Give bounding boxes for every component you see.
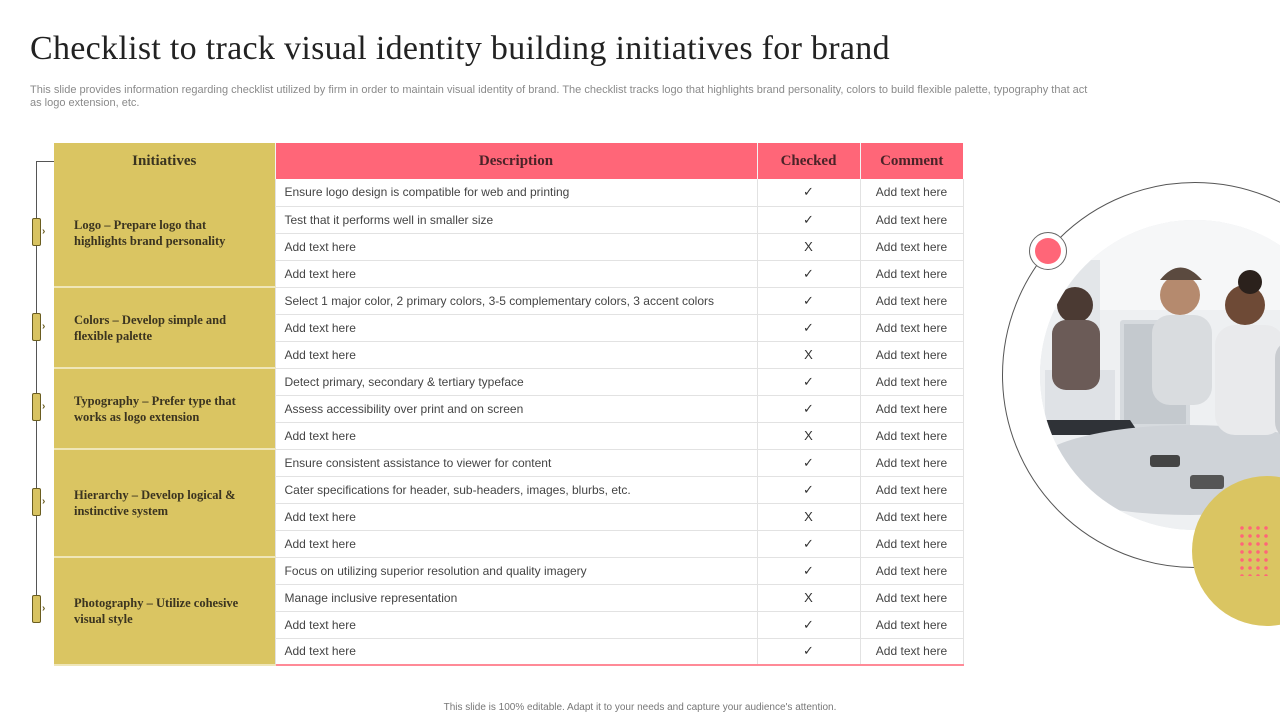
description-cell: Add text here: [275, 503, 757, 530]
checked-cell: X: [757, 341, 860, 368]
table-row: [54, 368, 963, 395]
checklist-table: [54, 143, 964, 666]
checked-cell: ✓: [757, 368, 860, 395]
comment-cell: Add text here: [860, 368, 963, 395]
comment-cell: Add text here: [860, 260, 963, 287]
timeline-marker-hierarchy: [32, 488, 41, 516]
header-comment: Comment: [860, 143, 963, 179]
initiative-cell: Photography – Utilize cohesive visual style: [54, 557, 275, 665]
comment-cell: Add text here: [860, 503, 963, 530]
header-checked: Checked: [757, 143, 860, 179]
initiative-cell: Typography – Prefer type that works as logo extension: [54, 368, 275, 449]
initiative-cell: Logo – Prepare logo that highlights brand personality: [54, 179, 275, 287]
comment-cell: Add text here: [860, 557, 963, 584]
checked-cell: ✓: [757, 476, 860, 503]
table-header-row: [54, 143, 963, 179]
description-cell: Cater specifications for header, sub-headers, images, blurbs, etc.: [275, 476, 757, 503]
description-cell: Add text here: [275, 530, 757, 557]
description-cell: Add text here: [275, 611, 757, 638]
comment-cell: Add text here: [860, 395, 963, 422]
initiative-cell: Colors – Develop simple and flexible palette: [54, 287, 275, 368]
description-cell: Detect primary, secondary & tertiary typeface: [275, 368, 757, 395]
description-cell: Test that it performs well in smaller size: [275, 206, 757, 233]
comment-cell: Add text here: [860, 206, 963, 233]
table-row: [54, 287, 963, 314]
description-cell: Ensure logo design is compatible for web and printing: [275, 179, 757, 206]
comment-cell: Add text here: [860, 341, 963, 368]
checked-cell: ✓: [757, 530, 860, 557]
chevron-right-icon: ›: [42, 401, 46, 412]
decorative-dot-grid: [1238, 524, 1272, 576]
header-initiatives: Initiatives: [54, 143, 275, 179]
decorative-dot: [1035, 238, 1061, 264]
slide-subtitle: This slide provides information regarding checklist utilized by firm in order to maintain visual identity of brand. The checklist tracks logo that highlights brand personality, colors to build flexible palette, typography that act as logo extension, etc.: [30, 84, 1088, 109]
comment-cell: Add text here: [860, 638, 963, 665]
comment-cell: Add text here: [860, 179, 963, 206]
description-cell: Add text here: [275, 233, 757, 260]
description-cell: Add text here: [275, 260, 757, 287]
checked-cell: X: [757, 233, 860, 260]
table-row: [54, 557, 963, 584]
checked-cell: X: [757, 584, 860, 611]
description-cell: Add text here: [275, 638, 757, 665]
description-cell: Add text here: [275, 422, 757, 449]
checked-cell: ✓: [757, 611, 860, 638]
timeline-marker-colors: [32, 313, 41, 341]
checked-cell: ✓: [757, 206, 860, 233]
checked-cell: X: [757, 503, 860, 530]
timeline-marker-photography: [32, 595, 41, 623]
comment-cell: Add text here: [860, 422, 963, 449]
initiative-cell: Hierarchy – Develop logical & instinctive system: [54, 449, 275, 557]
checked-cell: ✓: [757, 179, 860, 206]
table-row: [54, 449, 963, 476]
checked-cell: X: [757, 422, 860, 449]
comment-cell: Add text here: [860, 287, 963, 314]
comment-cell: Add text here: [860, 476, 963, 503]
description-cell: Ensure consistent assistance to viewer for content: [275, 449, 757, 476]
checked-cell: ✓: [757, 557, 860, 584]
checked-cell: ✓: [757, 260, 860, 287]
checked-cell: ✓: [757, 395, 860, 422]
slide-title: Checklist to track visual identity building initiatives for brand: [30, 30, 890, 67]
chevron-right-icon: ›: [42, 603, 46, 614]
timeline-marker-logo: [32, 218, 41, 246]
checked-cell: ✓: [757, 314, 860, 341]
checked-cell: ✓: [757, 287, 860, 314]
comment-cell: Add text here: [860, 314, 963, 341]
chevron-right-icon: ›: [42, 321, 46, 332]
comment-cell: Add text here: [860, 611, 963, 638]
description-cell: Select 1 major color, 2 primary colors, 3-5 complementary colors, 3 accent colors: [275, 287, 757, 314]
checked-cell: ✓: [757, 638, 860, 665]
description-cell: Focus on utilizing superior resolution and quality imagery: [275, 557, 757, 584]
slide-footer: This slide is 100% editable. Adapt it to your needs and capture your audience's attention.: [443, 702, 837, 713]
comment-cell: Add text here: [860, 584, 963, 611]
description-cell: Add text here: [275, 314, 757, 341]
comment-cell: Add text here: [860, 530, 963, 557]
chevron-right-icon: ›: [42, 226, 46, 237]
comment-cell: Add text here: [860, 449, 963, 476]
comment-cell: Add text here: [860, 233, 963, 260]
timeline-top-line: [36, 161, 54, 162]
description-cell: Manage inclusive representation: [275, 584, 757, 611]
table-row: [54, 179, 963, 206]
timeline-marker-typography: [32, 393, 41, 421]
chevron-right-icon: ›: [42, 496, 46, 507]
description-cell: Assess accessibility over print and on screen: [275, 395, 757, 422]
checked-cell: ✓: [757, 449, 860, 476]
description-cell: Add text here: [275, 341, 757, 368]
header-description: Description: [275, 143, 757, 179]
